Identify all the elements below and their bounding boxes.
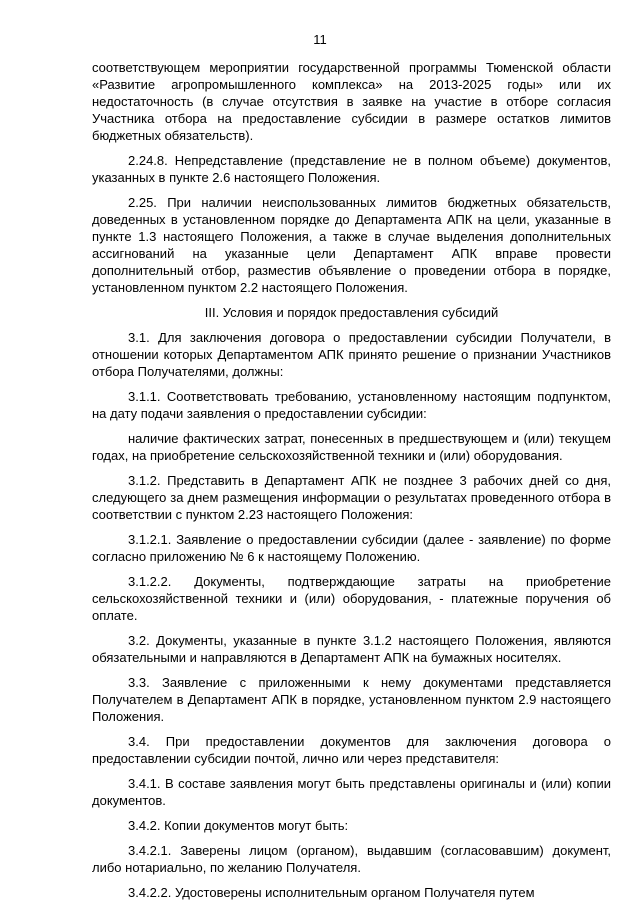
paragraph-continuation: соответствующем мероприятии государственной программы Тюменской области «Развитие агропромышленного комплекса» на 2013-2025 годы» или их недостаточность (в случае отсутствия в заявке на участие в отборе согласия Участника отбора на предоставление субсидии в размере остатков лимитов бюджетных обязательств). [92,60,611,143]
paragraph-3-1: 3.1. Для заключения договора о предоставлении субсидии Получатели, в отношении которых Департаментом АПК принято решение о признании Участников отбора Получателями, должны: [92,330,611,379]
paragraph-3-1-2: 3.1.2. Представить в Департамент АПК не позднее 3 рабочих дней со дня, следующего за днем размещения информации о результатах проведенного отбора в соответствии с пунктом 2.23 настоящего Положения: [92,473,611,522]
paragraph-actual-costs: наличие фактических затрат, понесенных в предшествующем и (или) текущем годах, на приобретение сельскохозяйственной техники и (или) оборудования. [92,431,611,463]
paragraph-3-3: 3.3. Заявление с приложенными к нему документами представляется Получателем в Департамент АПК в порядке, установленном пунктом 2.9 настоящего Положения. [92,675,611,724]
paragraph-3-4-2-1: 3.4.2.1. Заверены лицом (органом), выдавшим (согласовавшим) документ, либо нотариально, по желанию Получателя. [92,843,611,875]
section-heading: III. Условия и порядок предоставления субсидий [204,305,499,320]
paragraph-3-4: 3.4. При предоставлении документов для заключения договора о предоставлении субсидии почтой, лично или через представителя: [92,734,611,766]
document-body [92,59,611,909]
paragraph-3-1-2-2: 3.1.2.2. Документы, подтверждающие затраты на приобретение сельскохозяйственной техники и (или) оборудования, - платежные поручения об оплате. [92,574,611,623]
paragraph-3-4-2-2: 3.4.2.2. Удостоверены исполнительным органом Получателя путем [128,885,535,900]
paragraph-3-4-2: 3.4.2. Копии документов могут быть: [128,818,349,833]
paragraph-2-24-8: 2.24.8. Непредставление (представление не в полном объеме) документов, указанных в пункте 2.6 настоящего Положения. [92,153,611,185]
paragraph-3-1-1: 3.1.1. Соответствовать требованию, установленному настоящим подпунктом, на дату подачи заявления о предоставлении субсидии: [92,389,611,421]
paragraph-3-1-2-1: 3.1.2.1. Заявление о предоставлении субсидии (далее - заявление) по форме согласно приложению № 6 к настоящему Положению. [92,532,611,564]
paragraph-3-2: 3.2. Документы, указанные в пункте 3.1.2 настоящего Положения, являются обязательными и направляются в Департамент АПК на бумажных носителях. [92,633,611,665]
paragraph-2-25: 2.25. При наличии неиспользованных лимитов бюджетных обязательств, доведенных в установленном порядке до Департамента АПК на цели, указанные в пункте 1.3 настоящего Положения, а также в случае выделения дополнительных ассигнований на указанные цели Департамент АПК вправе провести дополнительный отбор, разместив объявление о проведении отбора в порядке, установленном пунктом 2.2 настоящего Положения. [92,195,611,295]
paragraph-3-4-1: 3.4.1. В составе заявления могут быть представлены оригиналы и (или) копии документов. [92,776,611,808]
page-number: 11 [313,32,327,47]
